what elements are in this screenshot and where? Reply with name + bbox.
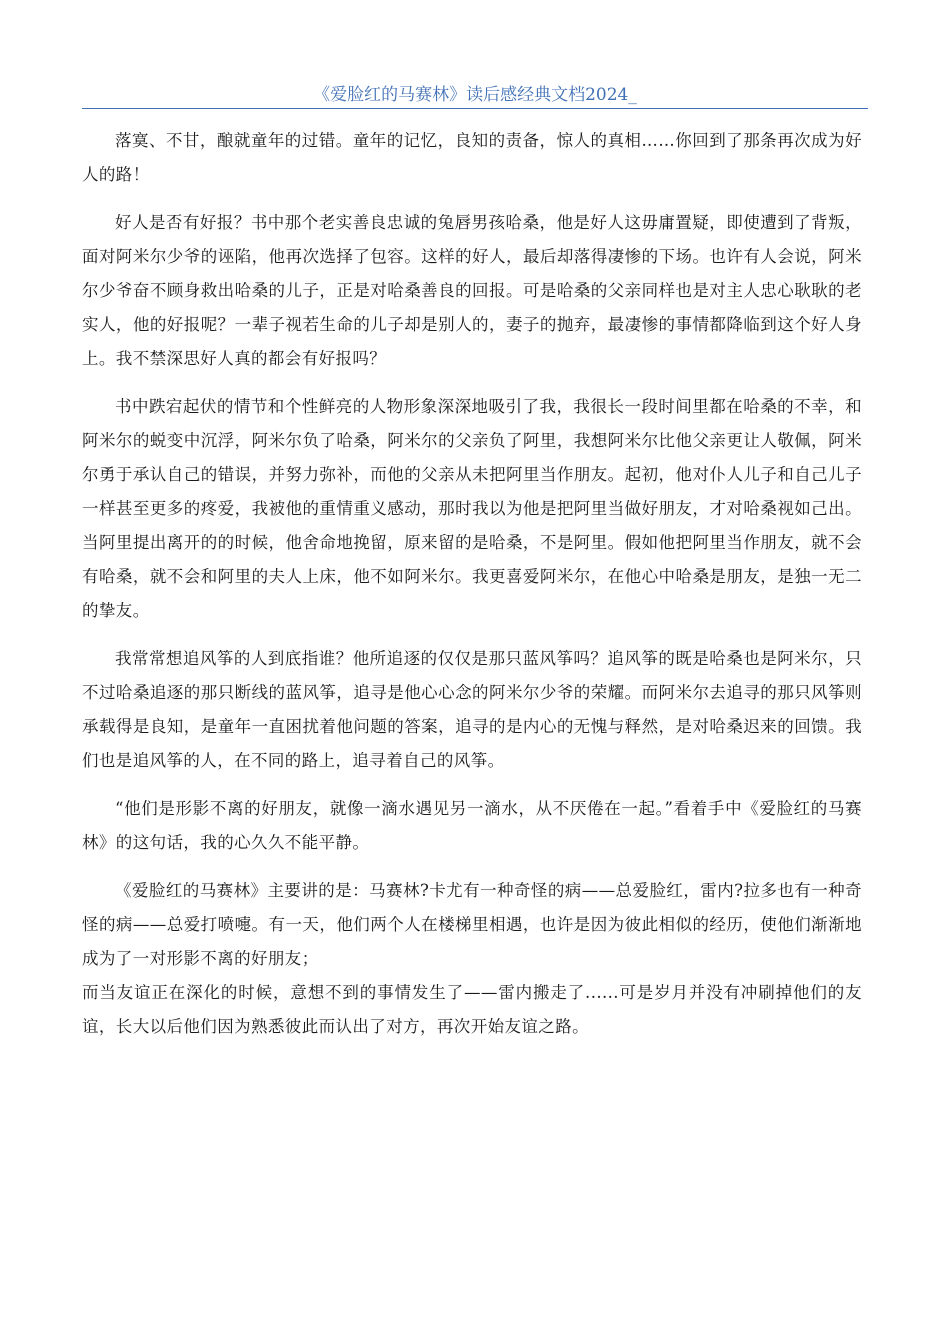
paragraph-4: 我常常想追风筝的人到底指谁？他所追逐的仅仅是那只蓝风筝吗？追风筝的既是哈桑也是阿米尔，只不过哈桑追逐的那只断线的蓝风筝，追寻是他心心念的阿米尔少爷的荣耀。而阿米尔去追寻的那只风筝则承载得是良知，是童年一直困扰着他问题的答案，追寻的是内心的无愧与释然，是对哈桑迟来的回馈。我们也是追风筝的人，在不同的路上，追寻着自己的风筝。 <box>82 649 862 770</box>
paragraph-6: 《爱脸红的马赛林》主要讲的是：马赛林?卡尤有一种奇怪的病——总爱脸红，雷内?拉多也有一种奇怪的病——总爱打喷嚏。有一天，他们两个人在楼梯里相遇，也许是因为彼此相似的经历，使他们渐渐地成为了一对形影不离的好朋友； <box>82 881 862 968</box>
paragraph-1: 落寞、不甘，酿就童年的过错。童年的记忆，良知的责备，惊人的真相……你回到了那条再次成为好人的路！ <box>82 131 862 184</box>
paragraph-3: 书中跌宕起伏的情节和个性鲜亮的人物形象深深地吸引了我，我很长一段时间里都在哈桑的不幸，和阿米尔的蜕变中沉浮，阿米尔负了哈桑，阿米尔的父亲负了阿里，我想阿米尔比他父亲更让人敬佩，阿米尔勇于承认自己的错误，并努力弥补，而他的父亲从未把阿里当作朋友。起初，他对仆人儿子和自己儿子一样甚至更多的疼爱，我被他的重情重义感动，那时我以为他是把阿里当做好朋友，才对哈桑视如己出。当阿里提出离开的的时候，他舍命地挽留，原来留的是哈桑，不是阿里。假如他把阿里当作朋友，就不会有哈桑，就不会和阿里的夫人上床，他不如阿米尔。我更喜爱阿米尔，在他心中哈桑是朋友，是独一无二的挚友。 <box>82 397 862 620</box>
page-header <box>82 84 868 109</box>
document-title: 《爱脸红的马赛林》读后感经典文档2024_ <box>313 85 637 105</box>
paragraph-5: “他们是形影不离的好朋友，就像一滴水遇见另一滴水，从不厌倦在一起。”看着手中《爱脸红的马赛林》的这句话，我的心久久不能平静。 <box>82 799 862 852</box>
document-body <box>82 124 862 1058</box>
paragraph-7: 而当友谊正在深化的时候，意想不到的事情发生了——雷内搬走了......可是岁月并没有冲刷掉他们的友谊，长大以后他们因为熟悉彼此而认出了对方，再次开始友谊之路。 <box>82 983 862 1036</box>
paragraph-2: 好人是否有好报？书中那个老实善良忠诚的兔唇男孩哈桑，他是好人这毋庸置疑，即使遭到了背叛，面对阿米尔少爷的诬陷，他再次选择了包容。这样的好人，最后却落得凄惨的下场。也许有人会说，阿米尔少爷奋不顾身救出哈桑的儿子，正是对哈桑善良的回报。可是哈桑的父亲同样也是对主人忠心耿耿的老实人，他的好报呢？一辈子视若生命的儿子却是别人的，妻子的抛弃，最凄惨的事情都降临到这个好人身上。我不禁深思好人真的都会有好报吗？ <box>82 213 862 368</box>
